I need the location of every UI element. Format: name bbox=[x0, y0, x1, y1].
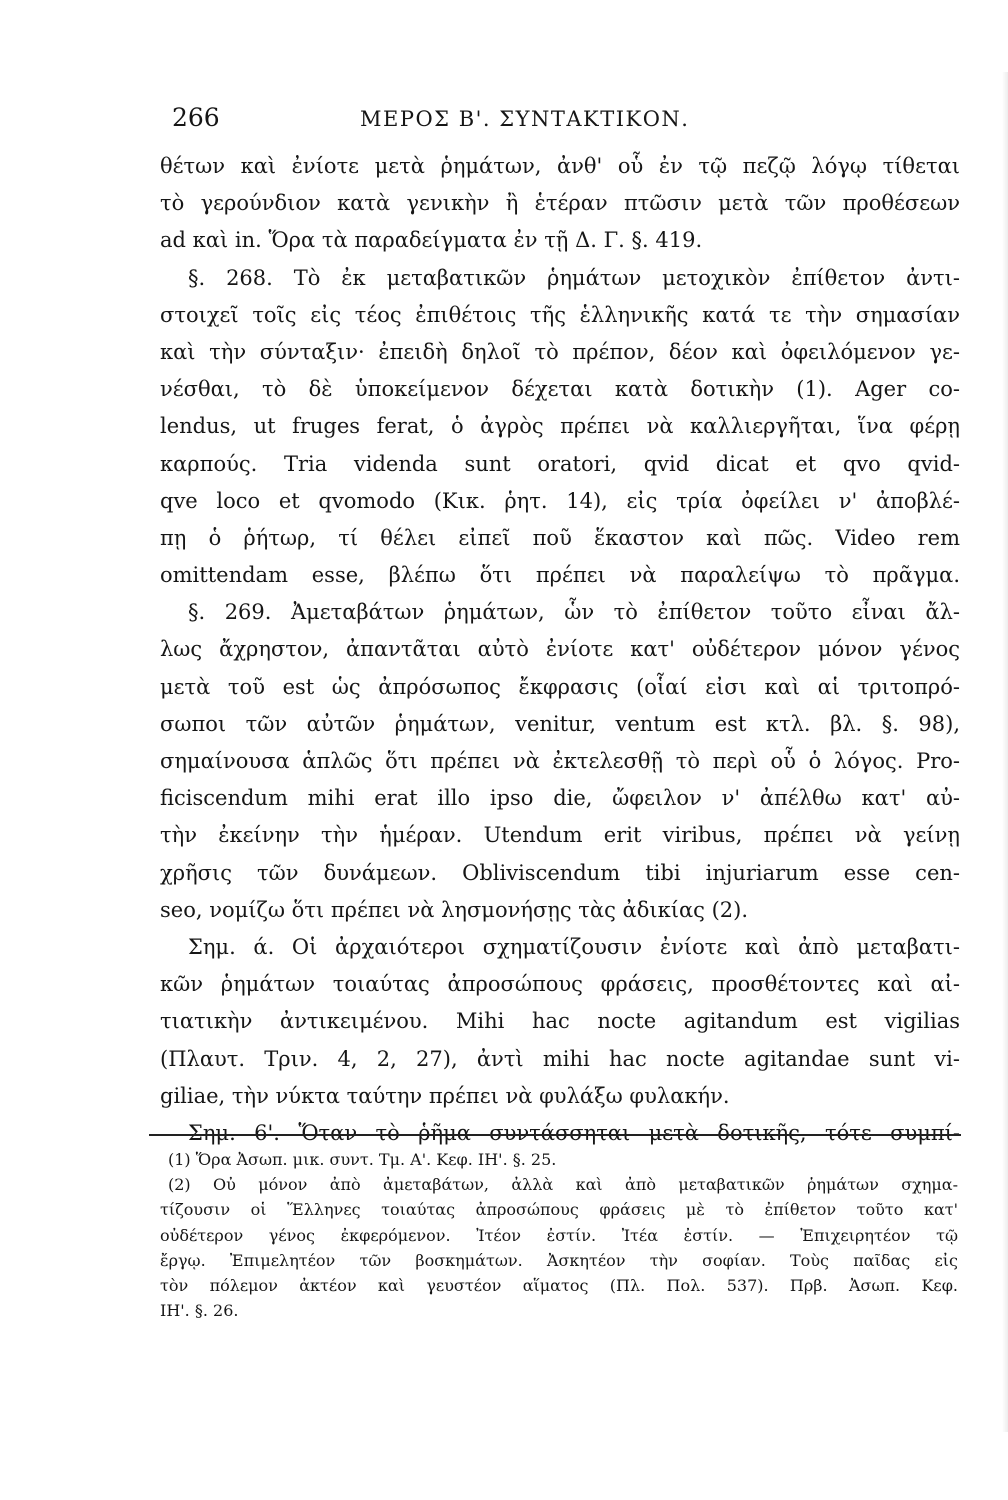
footnote-1: (1) Ὅρα Ἀσωπ. μικ. συντ. Τμ. Α'. Κεφ. ΙΗ'. §. 25. bbox=[168, 1150, 557, 1169]
footnote-2-line: τὸν πόλεμον ἀκτέον καὶ γευστέον αἵματος (Πλ. Πολ. 537). Πρβ. Ἀσωπ. Κεφ. bbox=[160, 1275, 958, 1295]
text-line: τὴν ἐκείνην τὴν ἡμέραν. Utendum erit viribus, πρέπει νὰ γείνῃ bbox=[160, 823, 960, 848]
body-text bbox=[160, 148, 960, 1152]
text-line: seo, νομίζω ὅτι πρέπει νὰ λησμονήσῃς τὰς ἀδικίας (2). bbox=[160, 897, 748, 922]
note-a-heading-line: Σημ. ά. Οἱ ἀρχαιότεροι σχηματίζουσιν ἐνίοτε καὶ ἀπὸ μεταβατι- bbox=[188, 934, 960, 959]
text-line: χρῆσις τῶν δυνάμεων. Obliviscendum tibi injuriarum esse cen- bbox=[160, 860, 960, 885]
footnote-2-line: ΙΗ'. §. 26. bbox=[160, 1301, 239, 1321]
note-b-heading-line: Σημ. 6'. Ὅταν τὸ ῥῆμα συντάσσηται μετὰ δοτικῆς, τότε συμπί- bbox=[188, 1120, 960, 1145]
text-line: νέσθαι, τὸ δὲ ὑποκείμενον δέχεται κατὰ δοτικὴν (1). Ager co- bbox=[160, 377, 960, 402]
running-title: ΜΕΡΟΣ Β'. ΣΥΝΤΑΚΤΙΚΟΝ. bbox=[360, 107, 690, 131]
text-line: καρπούς. Tria videnda sunt oratori, qvid dicat et qvo qvid- bbox=[160, 451, 960, 476]
facing-page-edge bbox=[1002, 72, 1008, 1432]
footnotes bbox=[160, 1147, 958, 1323]
text-line: giliae, τὴν νύκτα ταύτην πρέπει νὰ φυλάξω φυλακήν. bbox=[160, 1083, 730, 1108]
text-line: θέτων καὶ ἐνίοτε μετὰ ῥημάτων, ἀνθ' οὗ ἐν τῷ πεζῷ λόγῳ τίθεται bbox=[160, 154, 960, 178]
text-line: ficiscendum mihi erat illo ipso die, ὤφειλον ν' ἀπέλθω κατ' αὐ- bbox=[160, 786, 960, 811]
text-line: omittendam esse, βλέπω ὅτι πρέπει νὰ παραλείψω τὸ πρᾶγμα. bbox=[160, 563, 960, 588]
text-line: qve loco et qvomodo (Κικ. ῥητ. 14), εἰς τρία ὀφείλει ν' ἀποβλέ- bbox=[160, 488, 960, 513]
footnote-2-line: ἔργῳ. Ἐπιμελητέον τῶν βοσκημάτων. Ἀσκητέον τὴν σοφίαν. Τοὺς παῖδας εἰς bbox=[160, 1250, 958, 1270]
text-line: καὶ τὴν σύνταξιν· ἐπειδὴ δηλοῖ τὸ πρέπον, δέον καὶ ὀφειλόμενον γε- bbox=[160, 339, 960, 364]
footnote-separator bbox=[149, 1134, 961, 1136]
text-line: σημαίνουσα ἁπλῶς ὅτι πρέπει νὰ ἐκτελεσθῇ τὸ περὶ οὗ ὁ λόγος. Pro- bbox=[160, 749, 960, 773]
page-header bbox=[166, 103, 962, 143]
section-269-heading-line: §. 269. Ἀμεταβάτων ῥημάτων, ὧν τὸ ἐπίθετον τοῦτο εἶναι ἄλ- bbox=[188, 600, 960, 625]
page-number: 266 bbox=[172, 103, 220, 132]
text-line: μετὰ τοῦ est ὡς ἀπρόσωπος ἔκφρασις (οἷαί εἰσι καὶ αἱ τριτοπρό- bbox=[160, 674, 960, 699]
text-line: κῶν ῥημάτων τοιαύτας ἀπροσώπους φράσεις, προσθέτοντες καὶ αἰ- bbox=[160, 972, 960, 997]
text-line: τιατικὴν ἀντικειμένου. Mihi hac nocte agitandum est vigilias bbox=[160, 1009, 960, 1034]
text-line: πῃ ὁ ῥήτωρ, τί θέλει εἰπεῖ ποῦ ἕκαστον καὶ πῶς. Video rem bbox=[160, 525, 960, 550]
text-line: lendus, ut fruges ferat, ὁ ἀγρὸς πρέπει νὰ καλλιεργῆται, ἵνα φέρῃ bbox=[160, 414, 960, 439]
footnote-2-line: οὐδέτερον γένος ἐκφερόμενον. Ἰτέον ἐστίν. Ἰτέα ἐστίν. — Ἐπιχειρητέον τῷ bbox=[160, 1225, 958, 1245]
text-line: λως ἄχρηστον, ἀπαντᾶται αὐτὸ ἐνίοτε κατ' οὐδέτερον μόνον γένος bbox=[160, 637, 960, 662]
footnote-2-line: (2) Οὐ μόνον ἀπὸ ἀμεταβάτων, ἀλλὰ καὶ ἀπὸ μεταβατικῶν ῥημάτων σχημα- bbox=[168, 1175, 958, 1195]
section-268-heading-line: §. 268. Τὸ ἐκ μεταβατικῶν ῥημάτων μετοχικὸν ἐπίθετον ἀντι- bbox=[188, 265, 960, 290]
text-line: ad καὶ in. Ὅρα τὰ παραδείγματα ἐν τῇ Δ. Γ. §. 419. bbox=[160, 228, 703, 253]
text-line: τὸ γερούνδιον κατὰ γενικὴν ἢ ἑτέραν πτῶσιν μετὰ τῶν προθέσεων bbox=[160, 191, 960, 216]
text-line: σωποι τῶν αὐτῶν ῥημάτων, venitur, ventum est κτλ. βλ. §. 98), bbox=[160, 711, 960, 736]
text-line: (Πλαυτ. Τριν. 4, 2, 27), ἀντὶ mihi hac nocte agitandae sunt vi- bbox=[160, 1046, 960, 1071]
footnote-2-line: τίζουσιν οἱ Ἕλληνες τοιαύτας ἀπροσώπους φράσεις μὲ τὸ ἐπίθετον τοῦτο κατ' bbox=[160, 1200, 958, 1220]
text-line: στοιχεῖ τοῖς εἰς τέος ἐπιθέτοις τῆς ἑλληνικῆς κατά τε τὴν σημασίαν bbox=[160, 302, 960, 327]
